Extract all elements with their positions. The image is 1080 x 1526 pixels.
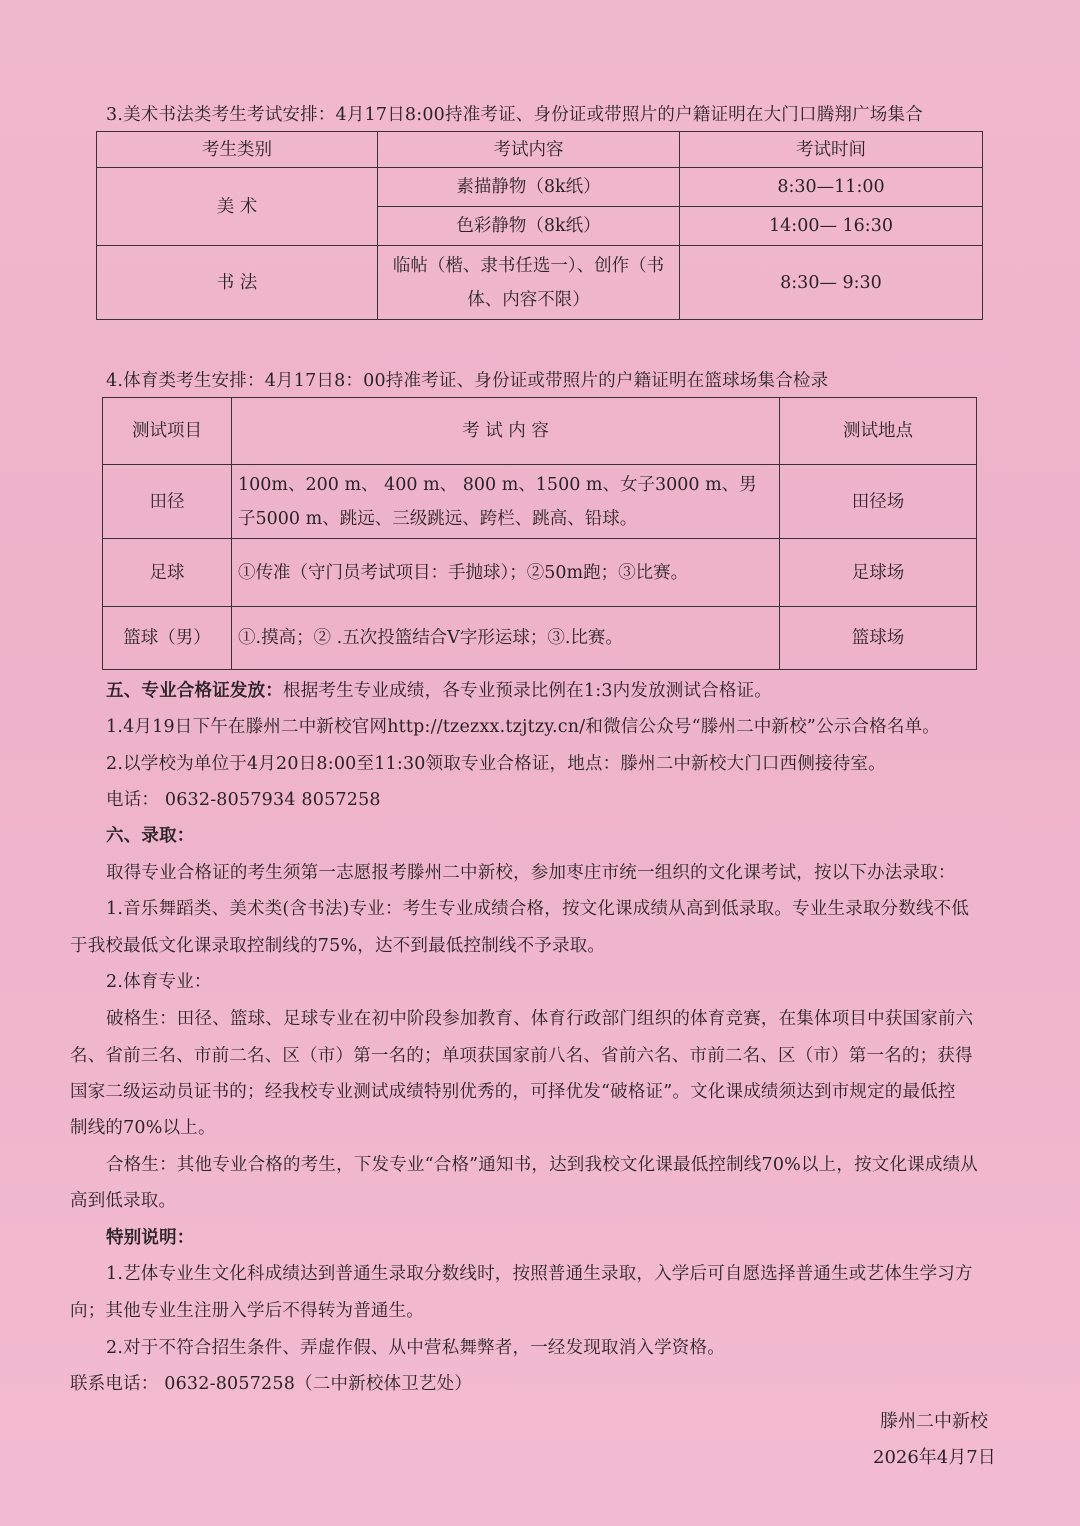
content-track: 100m、200 m、 400 m、 800 m、1500 m、女子3000 m、男子5000 m、跳远、三级跳远、跨栏、跳高、铅球。	[232, 465, 780, 539]
header-time: 考试时间	[680, 132, 983, 168]
time-color: 14:00— 16:30	[680, 207, 983, 246]
signature-date: 2026年4月7日	[873, 1447, 996, 1468]
cert-item-2: 2.以学校为单位于4月20日8:00至11:30领取专业合格证，地点：滕州二中新校大门口西侧接待室。	[106, 754, 886, 774]
special-note2: 2.对于不符合招生条件、弄虚作假、从中营私舞弊者，一经发现取消入学资格。	[106, 1338, 725, 1358]
admission-title: 六、录取：	[106, 826, 195, 846]
cert-intro: 根据考生专业成绩，各专业预录比例在1:3内发放测试合格证。	[283, 681, 772, 701]
header-sports-content: 考 试 内 容	[232, 398, 780, 465]
sports-exam-table	[102, 397, 977, 670]
signature-school: 滕州二中新校	[880, 1411, 988, 1432]
admission-p5-line2: 高到低录取。	[70, 1191, 177, 1211]
contact-phone: 联系电话： 0632-8057258（二中新校体卫艺处）	[70, 1374, 473, 1394]
cert-intro-line	[106, 679, 772, 703]
content-color: 色彩静物（8k纸）	[378, 207, 680, 246]
admission-p4-line4: 制线的70%以上。	[70, 1118, 216, 1138]
content-football: ①传准（守门员考试项目：手抛球）；②50m跑；③比赛。	[232, 539, 780, 607]
cert-section-title: 五、专业合格证发放：	[106, 681, 283, 701]
admission-p5-line1: 合格生：其他专业合格的考生，下发专业“合格”通知书，达到我校文化课最低控制线70%以上，按文化课成绩从	[106, 1155, 978, 1175]
art-exam-heading: 3.美术书法类考生考试安排：4月17日8:00持准考证、身份证或带照片的户籍证明在大门口腾翔广场集合	[106, 105, 923, 125]
time-calligraphy: 8:30— 9:30	[680, 246, 983, 320]
item-track: 田径	[103, 465, 232, 539]
cert-item-1: 1.4月19日下午在滕州二中新校官网http://tzezxx.tzjtzy.cn/和微信公众号“滕州二中新校”公示合格名单。	[106, 717, 940, 737]
place-basketball: 篮球场	[780, 607, 977, 670]
content-calligraphy: 临帖（楷、隶书任选一）、创作（书体、内容不限）	[378, 246, 680, 320]
admission-p3: 2.体育专业：	[106, 972, 212, 992]
item-basketball: 篮球（男）	[103, 607, 232, 670]
header-category: 考生类别	[97, 132, 378, 168]
admission-p2-line1: 1.音乐舞蹈类、美术类(含书法)专业：考生专业成绩合格，按文化课成绩从高到低录取。专业生录取分数线不低	[106, 899, 970, 919]
item-football: 足球	[103, 539, 232, 607]
content-sketch: 素描静物（8k纸）	[378, 168, 680, 207]
header-place: 测试地点	[780, 398, 977, 465]
admission-p4-line3: 国家二级运动员证书的；经我校专业测试成绩特别优秀的，可择优发“破格证”。文化课成绩须达到市规定的最低控	[70, 1082, 956, 1102]
place-track: 田径场	[780, 465, 977, 539]
special-note1-line1: 1.艺体专业生文化科成绩达到普通生录取分数线时，按照普通生录取，入学后可自愿选择普通生或艺体生学习方	[106, 1264, 973, 1284]
header-content: 考试内容	[378, 132, 680, 168]
category-art: 美 术	[97, 168, 378, 246]
admission-p4-line2: 名、省前三名、市前二名、区（市）第一名的；单项获国家前八名、省前六名、市前二名、区（市）第一名的；获得	[70, 1046, 973, 1066]
sports-exam-heading: 4.体育类考生安排：4月17日8：00持准考证、身份证或带照片的户籍证明在篮球场集合检录	[106, 371, 829, 391]
special-note1-line2: 向；其他专业生注册入学后不得转为普通生。	[70, 1301, 424, 1321]
admission-p4-line1: 破格生：田径、篮球、足球专业在初中阶段参加教育、体育行政部门组织的体育竞赛，在集体项目中获国家前六	[106, 1009, 974, 1029]
header-item: 测试项目	[103, 398, 232, 465]
category-calligraphy: 书 法	[97, 246, 378, 320]
special-title: 特别说明：	[106, 1228, 195, 1248]
cert-phone: 电话： 0632-8057934 8057258	[106, 790, 381, 810]
admission-p1: 取得专业合格证的考生须第一志愿报考滕州二中新校，参加枣庄市统一组织的文化课考试，按以下办法录取：	[106, 863, 956, 883]
time-sketch: 8:30—11:00	[680, 168, 983, 207]
admission-p2-line2: 于我校最低文化课录取控制线的75%，达不到最低控制线不予录取。	[70, 936, 606, 956]
art-exam-table	[96, 131, 983, 320]
place-football: 足球场	[780, 539, 977, 607]
content-basketball: ①.摸高；② .五次投篮结合V字形运球；③.比赛。	[232, 607, 780, 670]
